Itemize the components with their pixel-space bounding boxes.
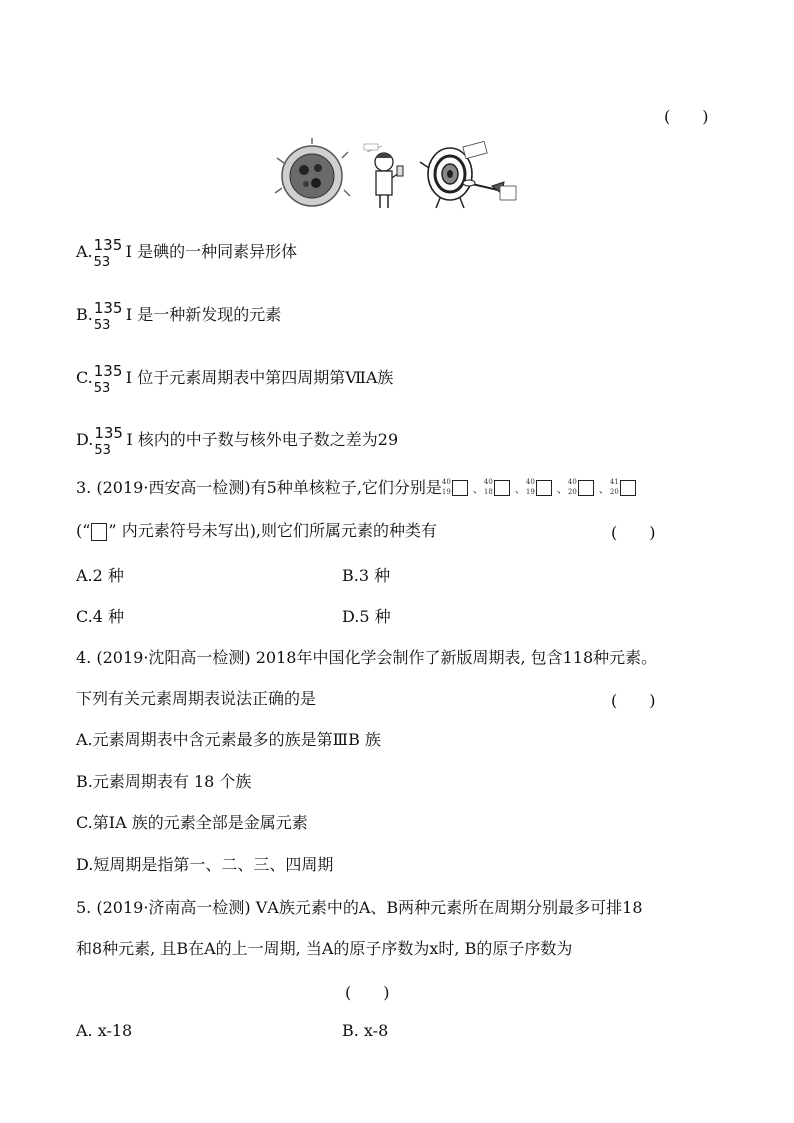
iodine-isotope-notation: 135 53 bbox=[94, 423, 123, 458]
q3-stem-line1: 3. (2019·西安高一检测)有5种单核粒子,它们分别是 40 19 、 40 18 、 40 19 、 40 20 、 41 20 bbox=[76, 477, 640, 502]
q3-stem-line2: (“ ” 内元素符号未写出),则它们所属元素的种类有 bbox=[76, 521, 438, 540]
q5-option-b: B. x-8 bbox=[342, 1021, 389, 1040]
nuclide-box: 40 19 bbox=[442, 480, 470, 498]
q5-stem-line2: 和8种元素, 且B在A的上一周期, 当A的原子序数为x时, B的原子序数为 bbox=[76, 939, 573, 958]
nuclide-box: 40 18 bbox=[484, 480, 512, 498]
atom-cartoon bbox=[275, 138, 350, 206]
blank-box bbox=[91, 523, 107, 541]
nuclide-box: 41 20 bbox=[610, 480, 638, 498]
q4-option-a: A.元素周期表中含元素最多的族是第ⅢB 族 bbox=[76, 730, 381, 749]
q4-answer-paren: ( ) bbox=[611, 691, 656, 710]
q4-option-d: D.短周期是指第一、二、三、四周期 bbox=[76, 855, 334, 874]
q2-option-a: A. 135 53 I 是碘的一种同素异形体 bbox=[76, 235, 298, 270]
iodine-isotope-notation: 135 53 bbox=[93, 361, 123, 396]
q2-option-d: D. 135 53 I 核内的中子数与核外电子数之差为29 bbox=[76, 423, 399, 458]
q3-answer-paren: ( ) bbox=[611, 523, 656, 542]
q5-stem-line1: 5. (2019·济南高一检测) ⅤA族元素中的A、B两种元素所在周期分别最多可排18 bbox=[76, 898, 643, 917]
nuclide-box: 40 20 bbox=[568, 480, 596, 498]
target-cartoon bbox=[420, 141, 487, 208]
q4-stem-line2: 下列有关元素周期表说法正确的是 bbox=[76, 689, 317, 708]
cartoon-illustration bbox=[272, 138, 520, 214]
iodine-isotope-notation: 135 53 bbox=[93, 235, 123, 270]
q4-option-b: B.元素周期表有 18 个族 bbox=[76, 772, 252, 791]
q3-option-c: C.4 种 bbox=[76, 607, 125, 626]
q3-option-b: B.3 种 bbox=[342, 566, 391, 585]
q4-option-c: C.第ⅠA 族的元素全部是金属元素 bbox=[76, 813, 308, 832]
q3-option-a: A.2 种 bbox=[76, 566, 124, 585]
q5-answer-paren: ( ) bbox=[345, 983, 390, 1002]
iodine-isotope-notation: 135 53 bbox=[93, 298, 123, 333]
q2-option-c: C. 135 53 I 位于元素周期表中第四周期第ⅦA族 bbox=[76, 361, 394, 396]
q3-option-d: D.5 种 bbox=[342, 607, 391, 626]
q5-option-a: A. x-18 bbox=[76, 1021, 133, 1040]
scientist-cartoon bbox=[364, 144, 403, 208]
nuclide-box: 40 19 bbox=[526, 480, 554, 498]
dart-cartoon bbox=[463, 180, 516, 200]
q2-option-b: B. 135 53 I 是一种新发现的元素 bbox=[76, 298, 282, 333]
q2-answer-paren: ( ) bbox=[664, 107, 709, 126]
q4-stem-line1: 4. (2019·沈阳高一检测) 2018年中国化学会制作了新版周期表, 包含118种元素。 bbox=[76, 648, 658, 667]
